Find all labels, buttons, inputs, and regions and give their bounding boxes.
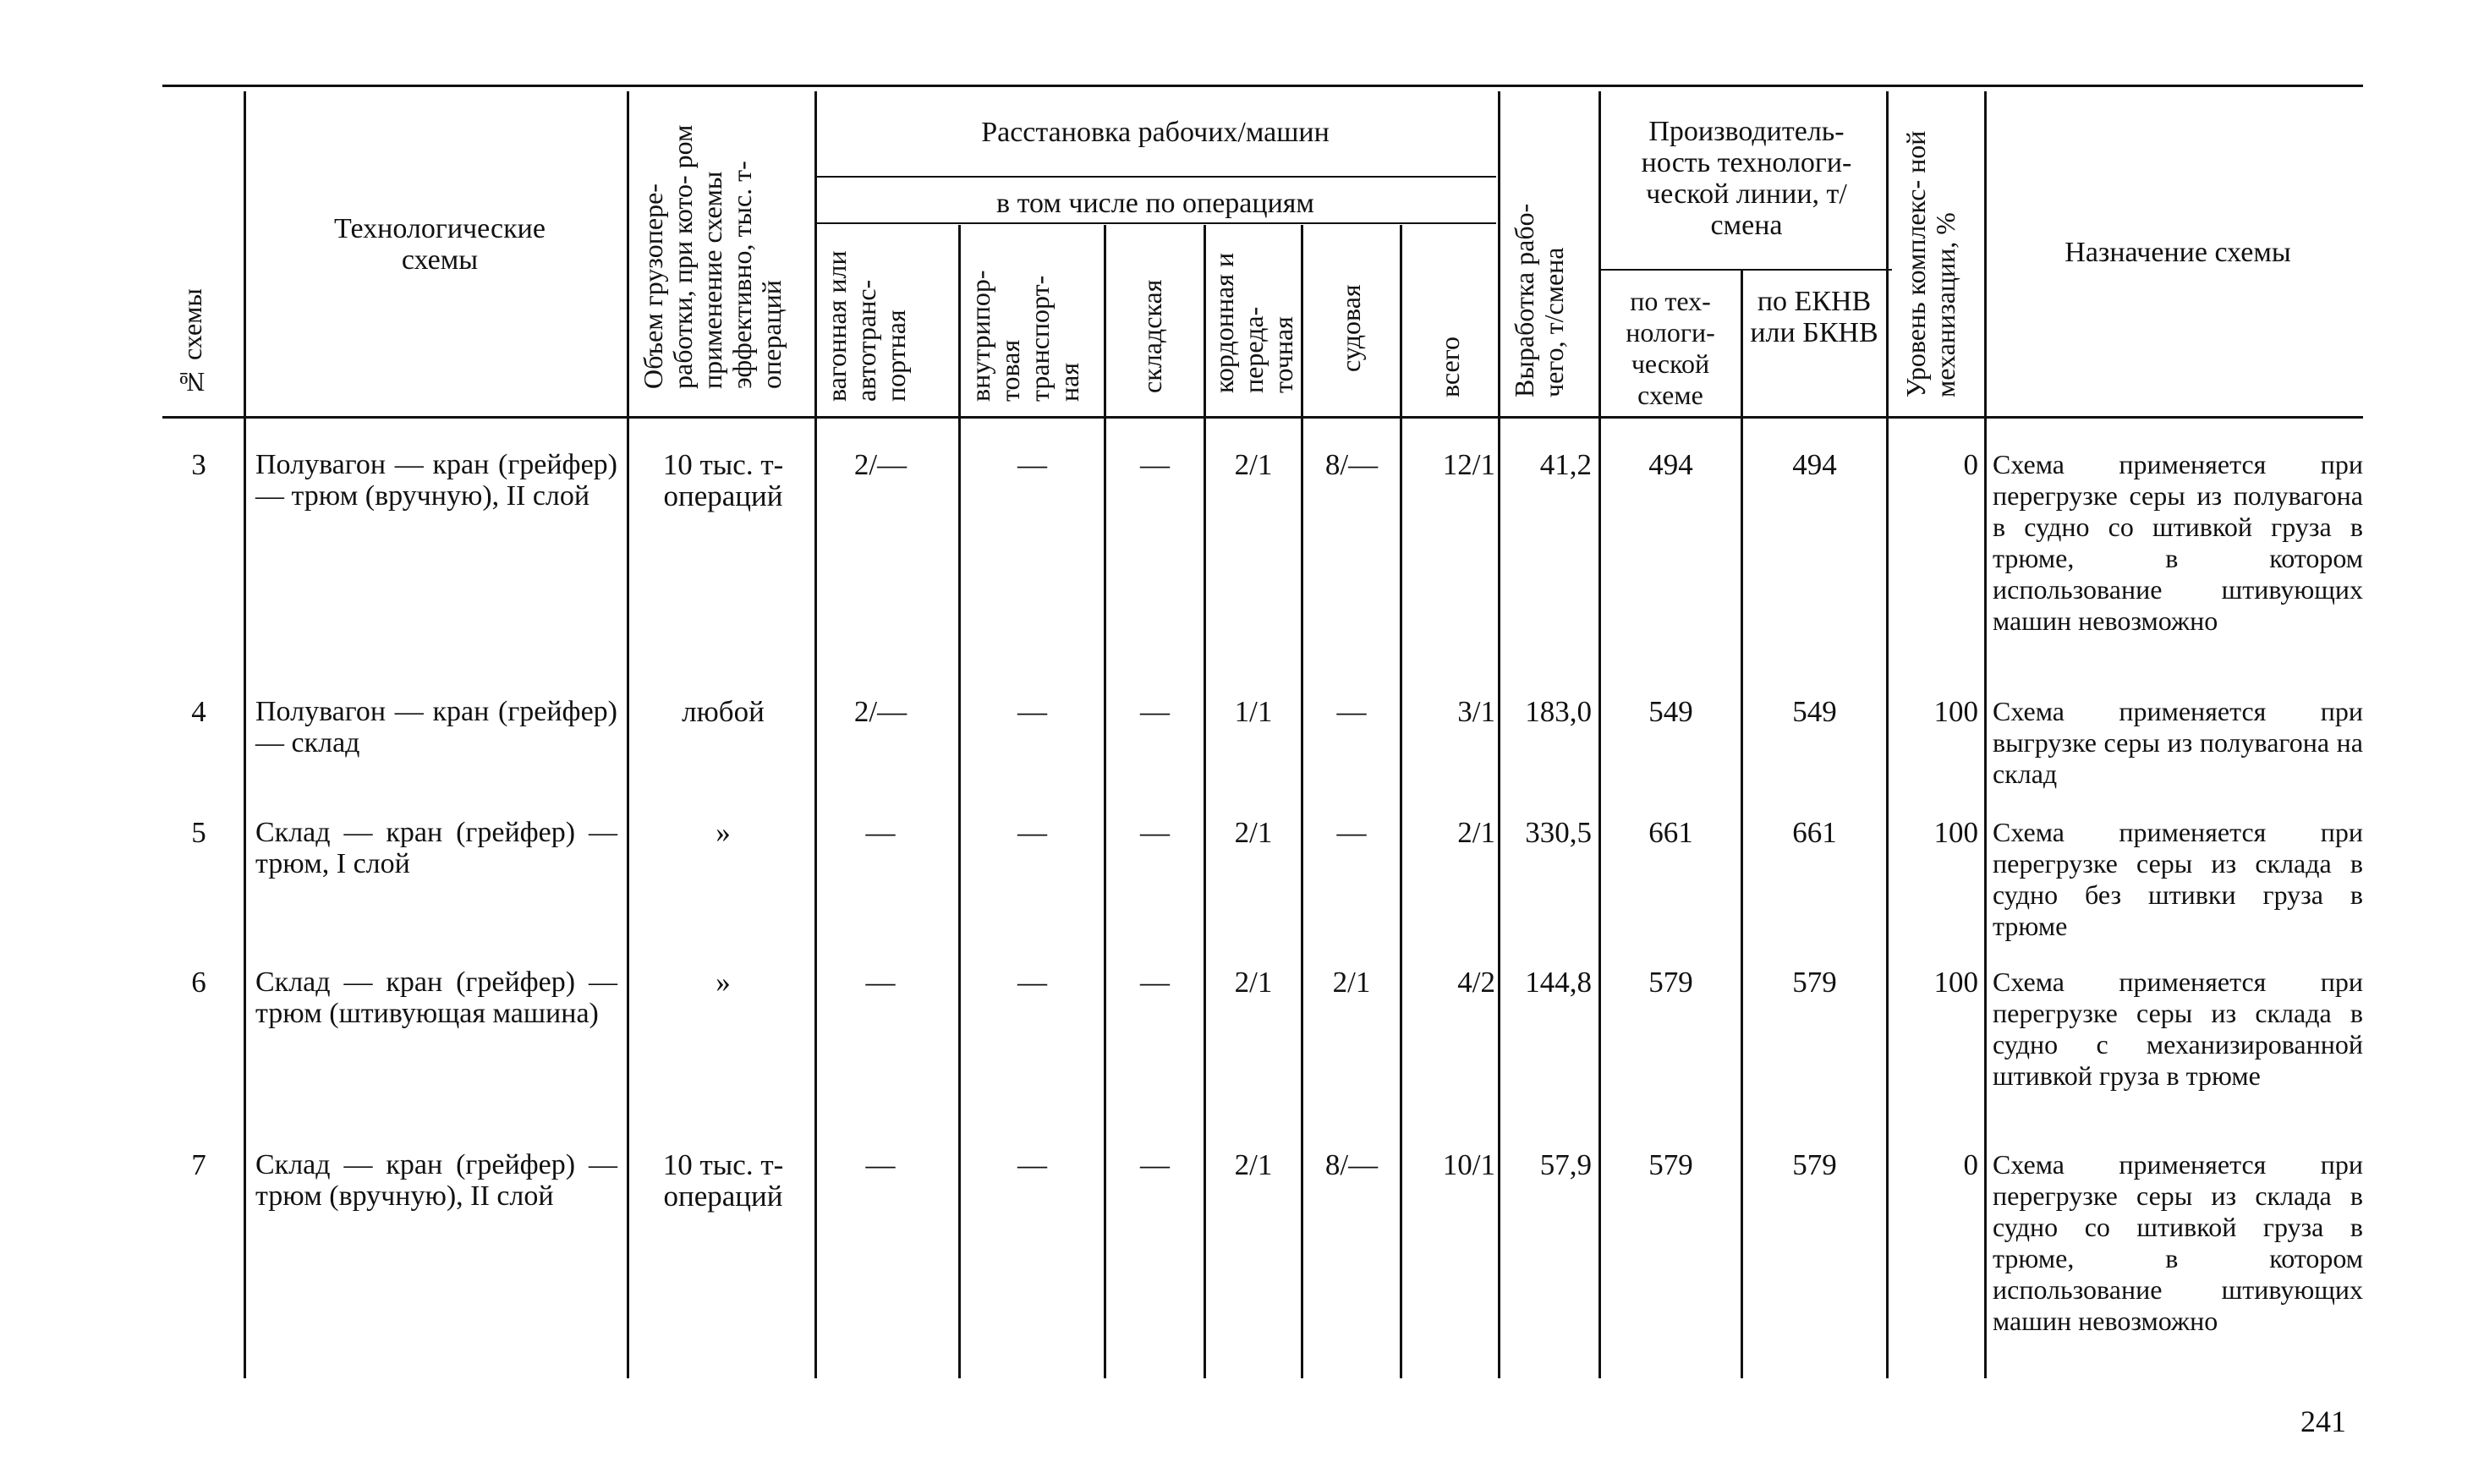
row-total: 3/1 bbox=[1457, 695, 1495, 728]
row-purpose: Схема применяется при перегрузке серы из склада в судно со штивкой груза в трюме, в котором использование штивующих машин невозможно bbox=[1993, 1149, 2363, 1336]
row-output: 183,0 bbox=[1525, 695, 1592, 728]
header-output: Выработка рабо- чего, т/смена bbox=[1509, 203, 1569, 397]
row-scheme: Склад — кран (грейфер) — трюм (штивующая машина) bbox=[255, 967, 617, 1029]
top-rule bbox=[162, 85, 2363, 87]
row-purpose: Схема применяется при перегрузке серы из склада в судно без штивки груза в трюме bbox=[1993, 817, 2363, 941]
header-placement: Расстановка рабочих/машин bbox=[981, 117, 1330, 148]
col-divider bbox=[1498, 91, 1500, 1378]
col-divider bbox=[1400, 225, 1402, 1378]
row-tech: 661 bbox=[1648, 816, 1693, 849]
row-mech: 0 bbox=[1963, 1148, 1978, 1181]
col-divider bbox=[1104, 225, 1106, 1378]
header-purpose: Назначение схемы bbox=[2064, 237, 2291, 268]
header-op-cordon: кордонная и переда- точная bbox=[1209, 252, 1298, 393]
row-total: 12/1 bbox=[1442, 448, 1495, 481]
row-ekhv: 579 bbox=[1792, 1148, 1837, 1181]
row-scheme: Склад — кран (грейфер) — трюм (вручную), II слой bbox=[255, 1149, 617, 1212]
row-purpose: Схема применяется при выгрузке серы из полувагона на склад bbox=[1993, 696, 2363, 789]
header-op-ship: судовая bbox=[1335, 284, 1366, 372]
row-ship: 2/1 bbox=[1332, 966, 1371, 999]
row-volume: 10 тыс. т-операций bbox=[662, 1148, 784, 1213]
row-mech: 100 bbox=[1933, 816, 1978, 849]
row-total: 10/1 bbox=[1442, 1148, 1495, 1181]
row-cordon: 2/1 bbox=[1234, 1148, 1273, 1181]
header-by-ekhv: по ЕКНВ или БКНВ bbox=[1750, 286, 1878, 348]
row-ship: 8/— bbox=[1324, 1148, 1379, 1181]
col-divider bbox=[1204, 225, 1206, 1378]
header-op-wagon: вагонная или автотранс- портная bbox=[821, 250, 911, 402]
row-wagon: 2/— bbox=[853, 695, 907, 728]
header-num: № схемы bbox=[177, 288, 207, 397]
row-ship: — bbox=[1336, 816, 1367, 849]
row-volume: 10 тыс. т-операций bbox=[662, 448, 784, 512]
row-output: 330,5 bbox=[1525, 816, 1592, 849]
row-wagon: — bbox=[865, 816, 896, 849]
placement-rule bbox=[814, 176, 1496, 178]
row-warehouse: — bbox=[1140, 816, 1170, 849]
header-total: всего bbox=[1434, 336, 1465, 397]
col-divider bbox=[627, 91, 629, 1378]
row-purpose: Схема применяется при перегрузке серы из склада в судно с механизированной штивкой груза в трюме bbox=[1993, 967, 2363, 1091]
header-tech-schemes: Технологические схемы bbox=[334, 213, 546, 276]
row-scheme: Полувагон — кран (грейфер) — трюм (вручную), II слой bbox=[255, 449, 617, 512]
row-num: 4 bbox=[191, 695, 206, 728]
operations-rule bbox=[814, 222, 1496, 224]
col-divider bbox=[1598, 91, 1601, 1378]
header-productivity: Производитель- ность технологи- ческой линии, т/смена bbox=[1641, 116, 1852, 241]
row-cordon: 2/1 bbox=[1234, 448, 1273, 481]
row-num: 7 bbox=[191, 1148, 206, 1181]
productivity-rule bbox=[1601, 269, 1892, 271]
row-num: 5 bbox=[191, 816, 206, 849]
row-wagon: — bbox=[865, 1148, 896, 1181]
header-by-tech: по тех- нологи- ческой схеме bbox=[1626, 286, 1715, 410]
row-volume: » bbox=[716, 816, 731, 849]
row-tech: 579 bbox=[1648, 1148, 1693, 1181]
row-internal: — bbox=[1017, 1148, 1047, 1181]
row-cordon: 1/1 bbox=[1234, 695, 1273, 728]
row-cordon: 2/1 bbox=[1234, 816, 1273, 849]
row-ship: 8/— bbox=[1324, 448, 1379, 481]
header-volume: Объем грузопере- работки, при кото- ром применение схемы эффективно, тыс. т-операций bbox=[638, 124, 787, 389]
col-divider bbox=[814, 91, 817, 1378]
col-divider bbox=[1301, 225, 1303, 1378]
header-by-operations: в том числе по операциям bbox=[996, 188, 1314, 219]
row-mech: 0 bbox=[1963, 448, 1978, 481]
row-internal: — bbox=[1017, 816, 1047, 849]
row-output: 41,2 bbox=[1539, 448, 1592, 481]
row-internal: — bbox=[1017, 695, 1047, 728]
row-purpose: Схема применяется при перегрузке серы из полувагона в судно со штивкой груза в трюме, в котором использование штивующих машин невозможно bbox=[1993, 449, 2363, 636]
row-warehouse: — bbox=[1140, 448, 1170, 481]
row-ekhv: 661 bbox=[1792, 816, 1837, 849]
col-divider bbox=[244, 91, 246, 1378]
row-num: 6 bbox=[191, 966, 206, 999]
row-warehouse: — bbox=[1140, 695, 1170, 728]
row-tech: 579 bbox=[1648, 966, 1693, 999]
col-divider bbox=[1886, 91, 1889, 1378]
row-tech: 494 bbox=[1648, 448, 1693, 481]
row-warehouse: — bbox=[1140, 966, 1170, 999]
row-internal: — bbox=[1017, 448, 1047, 481]
row-output: 144,8 bbox=[1525, 966, 1592, 999]
row-mech: 100 bbox=[1933, 966, 1978, 999]
row-tech: 549 bbox=[1648, 695, 1693, 728]
row-cordon: 2/1 bbox=[1234, 966, 1273, 999]
header-op-internal: внутрипор- товая транспорт- ная bbox=[965, 270, 1084, 402]
col-divider bbox=[1984, 91, 1987, 1378]
header-op-warehouse: складская bbox=[1137, 279, 1167, 393]
col-divider bbox=[958, 225, 961, 1378]
row-ekhv: 549 bbox=[1792, 695, 1837, 728]
row-total: 4/2 bbox=[1457, 966, 1495, 999]
row-warehouse: — bbox=[1140, 1148, 1170, 1181]
page-number: 241 bbox=[2300, 1405, 2346, 1438]
row-ship: — bbox=[1336, 695, 1367, 728]
row-scheme: Полувагон — кран (грейфер) — склад bbox=[255, 696, 617, 758]
row-ekhv: 494 bbox=[1792, 448, 1837, 481]
row-num: 3 bbox=[191, 448, 206, 481]
row-mech: 100 bbox=[1933, 695, 1978, 728]
row-output: 57,9 bbox=[1539, 1148, 1592, 1181]
row-scheme: Склад — кран (грейфер) — трюм, I слой bbox=[255, 817, 617, 879]
row-ekhv: 579 bbox=[1792, 966, 1837, 999]
row-wagon: 2/— bbox=[853, 448, 907, 481]
row-volume: » bbox=[716, 966, 731, 999]
row-volume: любой bbox=[682, 695, 765, 728]
header-mech-level: Уровень комплекс- ной механизации, % bbox=[1900, 130, 1960, 397]
row-internal: — bbox=[1017, 966, 1047, 999]
header-bottom-rule bbox=[162, 416, 2363, 419]
row-wagon: — bbox=[865, 966, 896, 999]
row-total: 2/1 bbox=[1457, 816, 1495, 849]
